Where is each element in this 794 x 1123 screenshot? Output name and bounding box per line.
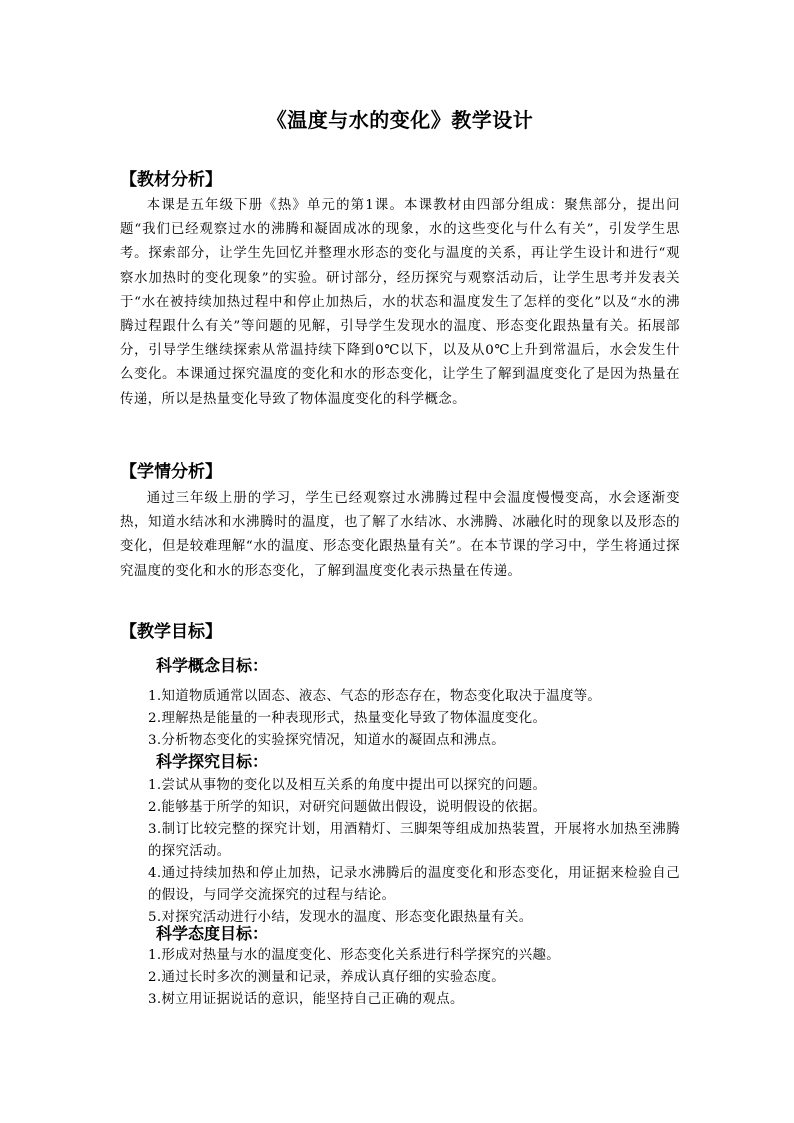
attitude-goals-heading: 科学态度目标： <box>156 924 269 943</box>
inquiry-goals-heading: 科学探究目标： <box>156 752 269 771</box>
list-item: 1.尝试从事物的变化以及相互关系的角度中提出可以探究的问题。 <box>148 778 547 793</box>
list-item: 3.树立用证据说话的意识，能坚持自己正确的观点。 <box>148 992 464 1007</box>
document-title: 《温度与水的变化》教学设计 <box>266 108 534 132</box>
section-heading-textbook-analysis: 【教材分析】 <box>120 170 222 190</box>
student-analysis-paragraph: 通过三年级上册的学习，学生已经观察过水沸腾过程中会温度慢慢变高，水会逐渐变热，知道水结冰和水沸腾时的温度，也了解了水结冰、水沸腾、冰融化时的现象以及形态的变化，但是较难理解“水的温度、形态变化跟热量有关”。在本节课的学习中，学生将通过探究温度的变化和水的形态变化，了解到温度变化表示热量在传递。 <box>120 491 680 579</box>
inquiry-goals-list <box>148 775 680 929</box>
list-item: 4.通过持续加热和停止加热，记录水沸腾后的温度变化和形态变化，用证据来检验自己的假设，与同学交流探究的过程与结论。 <box>148 866 680 903</box>
list-item: 5.对探究活动进行小结，发现水的温度、形态变化跟热量有关。 <box>148 910 533 925</box>
list-item: 3.制订比较完整的探究计划，用酒精灯、三脚架等组成加热装置，开展将水加热至沸腾的探究活动。 <box>148 822 680 859</box>
list-item: 1.形成对热量与水的温度变化、形态变化关系进行科学探究的兴趣。 <box>148 948 560 963</box>
list-item: 2.能够基于所学的知识，对研究问题做出假设，说明假设的依据。 <box>148 800 547 815</box>
list-item: 2.理解热是能量的一种表现形式，热量变化导致了物体温度变化。 <box>148 711 547 726</box>
concept-goals-heading: 科学概念目标： <box>156 656 269 675</box>
list-item: 3.分析物态变化的实验探究情况，知道水的凝固点和沸点。 <box>148 733 505 748</box>
section-heading-teaching-goals: 【教学目标】 <box>120 622 222 642</box>
textbook-analysis-paragraph: 本课是五年级下册《热》单元的第1课。本课教材由四部分组成：聚焦部分，提出问题“我们已经观察过水的沸腾和凝固成冰的现象，水的这些变化与什么有关”，引发学生思考。探索部分，让学生先回忆并整理水形态的变化与温度的关系，再让学生设计和进行“观察水加热时的变化现象”的实验。研讨部分，经历探究与观察活动后，让学生思考并发表关于“水在被持续加热过程中和停止加热后，水的状态和温度发生了怎样的变化”以及“水的沸腾过程跟什么有关”等问题的见解，引导学生发现水的温度、形态变化跟热量有关。拓展部分，引导学生继续探索从常温持续下降到0℃以下，以及从0℃上升到常温后，水会发生什么变化。本课通过探究温度的变化和水的形态变化，让学生了解到温度变化了是因为热量在传递，所以是热量变化导致了物体温度变化的科学概念。 <box>120 198 680 407</box>
list-item: 2.通过长时多次的测量和记录，养成认真仔细的实验态度。 <box>148 970 505 985</box>
concept-goals-list <box>148 686 680 752</box>
attitude-goals-list <box>148 945 680 1011</box>
list-item: 1.知道物质通常以固态、液态、气态的形态存在，物态变化取决于温度等。 <box>148 689 602 704</box>
section-heading-student-analysis: 【学情分析】 <box>120 462 222 482</box>
